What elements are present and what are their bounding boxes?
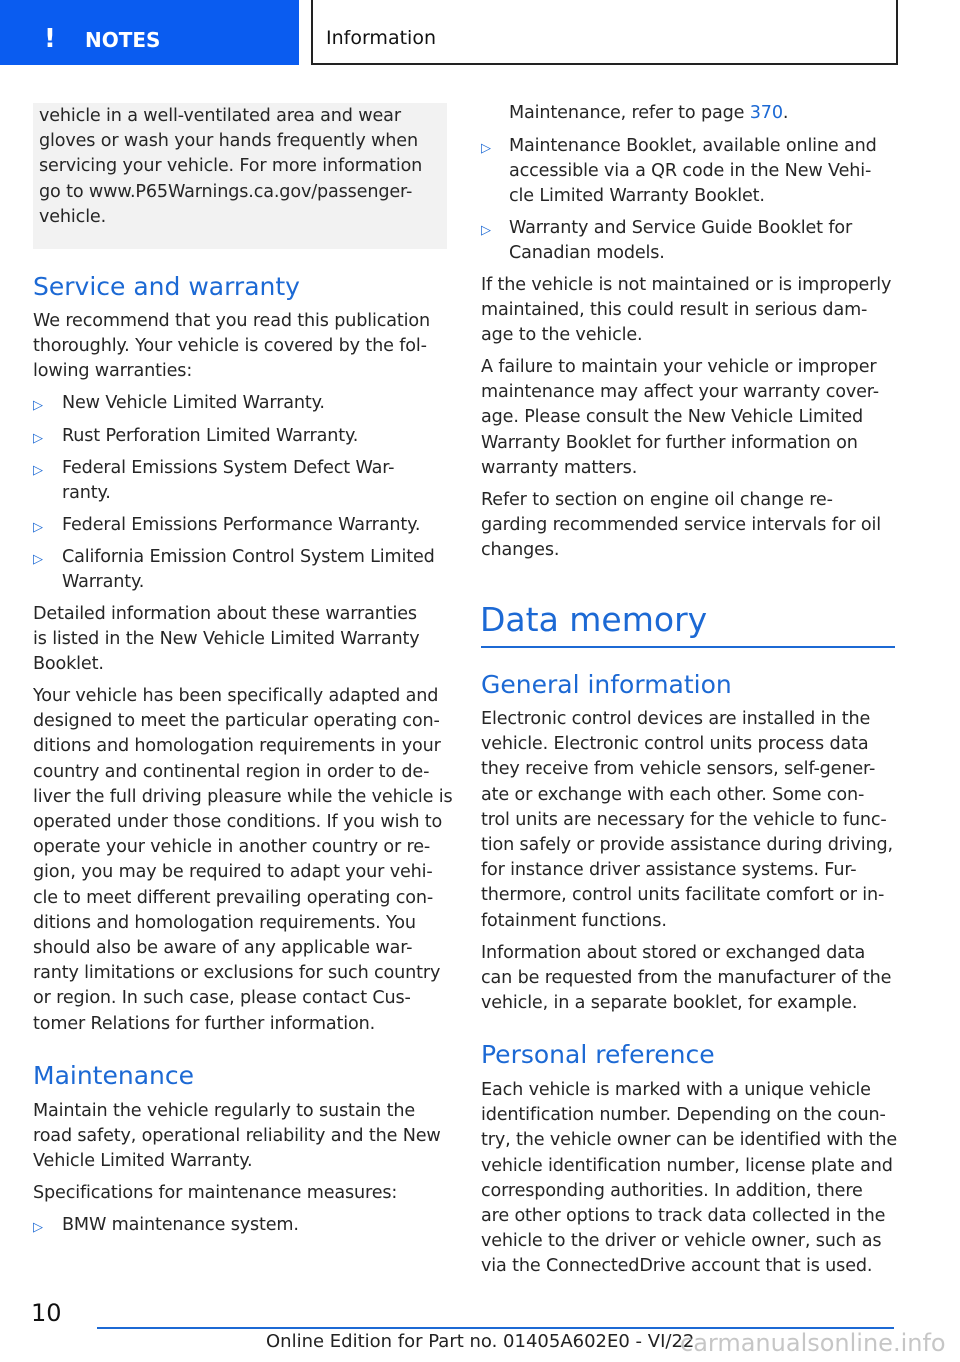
watermark: carmanualsonline.info	[680, 1329, 946, 1357]
list-item: Federal Emissions Performance Warranty.	[62, 515, 421, 535]
bullet-triangle-icon: ▷	[481, 141, 491, 156]
page-link[interactable]: 370	[749, 103, 783, 123]
bullet-triangle-icon: ▷	[33, 398, 43, 413]
list-item: California Emission Control System Limited Warranty.	[62, 547, 435, 593]
paragraph: Your vehicle has been specifically adapted and designed to meet the particular operating con- ditions and homologation requirements in your country and continental region in order to de- liver the full driving pleasure while the vehicle is operated under those conditions. If you wish to operate your vehicle in another country or re- gion, you may be required to adapt your vehi- cle to meet different prevailing operating con- ditions and homologation requirements. You should also be aware of any applicable war- ranty limitations or exclusions for such country or region. In such case, please contact Cus- tomer Relations for further information.	[33, 686, 453, 1034]
notes-tab	[0, 0, 299, 65]
paragraph: A failure to maintain your vehicle or improper maintenance may affect your warranty cover- age. Please consult the New Vehicle Limited Warranty Booklet for further information on warranty matters.	[481, 357, 879, 478]
list-text: Maintenance, refer to page	[509, 103, 750, 123]
paragraph: Maintain the vehicle regularly to sustain the road safety, operational reliability and the New Vehicle Limited Warranty.	[33, 1101, 441, 1172]
bullet-triangle-icon: ▷	[33, 1220, 43, 1235]
page-number: 10	[31, 1299, 62, 1327]
personal-reference-heading: Personal reference	[481, 1040, 715, 1069]
data-memory-heading: Data memory	[480, 600, 708, 639]
list-item: Federal Emissions System Defect War- ranty.	[62, 458, 395, 504]
bullet-triangle-icon: ▷	[33, 431, 43, 446]
paragraph: Information about stored or exchanged data can be requested from the manufacturer of the vehicle, in a separate booklet, for example.	[481, 943, 892, 1014]
list-item: BMW maintenance system.	[62, 1215, 299, 1235]
exclamation-icon: !	[44, 24, 56, 54]
bullet-triangle-icon: ▷	[481, 223, 491, 238]
edition-text: Online Edition for Part no. 01405A602E0 - VI/22	[266, 1331, 695, 1352]
bullet-triangle-icon: ▷	[33, 463, 43, 478]
list-item-continued	[509, 101, 788, 126]
paragraph: Refer to section on engine oil change re- garding recommended service intervals for oil changes.	[481, 490, 881, 561]
paragraph: Specifications for maintenance measures:	[33, 1183, 398, 1203]
notes-label: NOTES	[85, 28, 161, 52]
paragraph: Electronic control devices are installed in the vehicle. Electronic control units process data they receive from vehicle sensors, self-gener- ate or exchange with each other. Some con- trol units are necessary for the vehicle to func- tion safely or provide assistance during driving, for instance driver assistance systems. Fur- thermore, control units facilitate comfort or in- fotainment functions.	[481, 709, 893, 931]
section-label: Information	[326, 27, 436, 49]
maintenance-heading: Maintenance	[33, 1061, 194, 1090]
section-tab	[311, 0, 898, 65]
list-item: Rust Perforation Limited Warranty.	[62, 426, 359, 446]
list-item: New Vehicle Limited Warranty.	[62, 393, 325, 413]
paragraph: Detailed information about these warranties is listed in the New Vehicle Limited Warranty Booklet.	[33, 604, 420, 675]
bullet-triangle-icon: ▷	[33, 552, 43, 567]
paragraph: We recommend that you read this publication thoroughly. Your vehicle is covered by the fol- lowing warranties:	[33, 311, 431, 382]
bullet-triangle-icon: ▷	[33, 520, 43, 535]
list-text-end: .	[782, 103, 789, 123]
heading-divider	[481, 646, 895, 648]
paragraph: If the vehicle is not maintained or is improperly maintained, this could result in serious dam- age to the vehicle.	[481, 275, 892, 346]
service-warranty-heading: Service and warranty	[33, 272, 300, 301]
list-item: Warranty and Service Guide Booklet for Canadian models.	[509, 218, 853, 264]
warning-box	[33, 103, 447, 249]
general-information-heading: General information	[481, 670, 732, 699]
paragraph: Each vehicle is marked with a unique vehicle identification number. Depending on the coun- try, the vehicle owner can be identified with the vehicle identification number, license plate and corresponding authorities. In addition, there are other options to track data collected in the vehicle to the driver or vehicle owner, such as via the ConnectedDrive account that is used.	[481, 1080, 898, 1277]
list-item: Maintenance Booklet, available online and accessible via a QR code in the New Vehi- cle Limited Warranty Booklet.	[509, 136, 877, 207]
warning-text: vehicle in a well-ventilated area and wear gloves or wash your hands frequently when servicing your vehicle. For more information go to www.P65Warnings.ca.gov/passenger- vehicle.	[39, 106, 423, 227]
